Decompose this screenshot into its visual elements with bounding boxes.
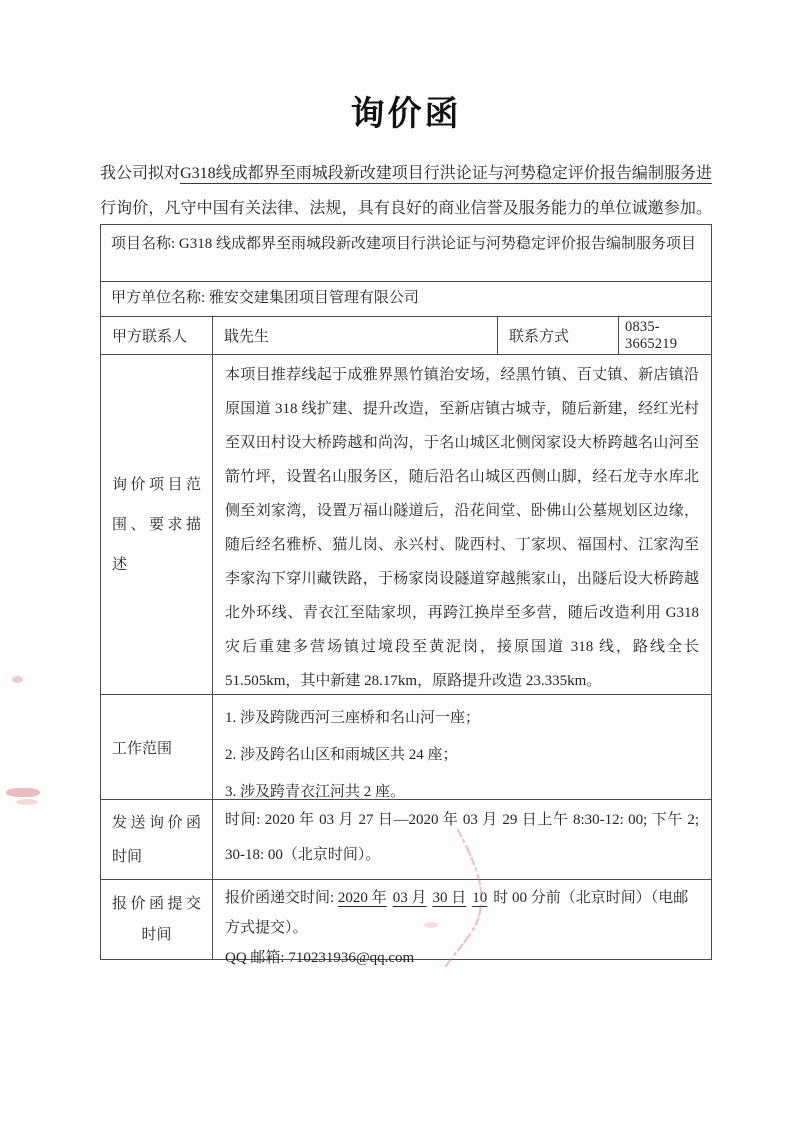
row-submit-time bbox=[101, 879, 711, 966]
work-scope-item: 3. 涉及跨青衣江河共 2 座。 bbox=[225, 784, 406, 800]
party-a-cell: 甲方单位名称: 雅安交建集团项目管理有限公司 bbox=[111, 290, 419, 306]
red-speck-artifact bbox=[12, 676, 23, 683]
submit-time-label-line1: 报价函提交 bbox=[112, 895, 201, 912]
row-send-time bbox=[101, 799, 711, 879]
red-speck-artifact bbox=[6, 788, 40, 797]
scope-label-cell bbox=[101, 355, 213, 694]
submit-year-underlined: 2020 年 bbox=[337, 890, 387, 906]
scope-label-line2: 围、要求描述 bbox=[112, 516, 201, 573]
intro-underlined-project-name: G318线成都界至雨城段新改建项目行洪论证与河势稳定评价报告编制服务进 bbox=[180, 165, 712, 182]
inquiry-table bbox=[100, 224, 712, 966]
submit-hour-underlined: 10 bbox=[472, 890, 488, 906]
row-contact bbox=[101, 316, 711, 354]
contact-label-cell: 甲方联系人 bbox=[101, 317, 213, 354]
work-scope-label-cell bbox=[101, 695, 213, 799]
work-scope-item: 2. 涉及跨名山区和雨城区共 24 座； bbox=[225, 747, 458, 763]
contact-method-label-cell: 联系方式 bbox=[498, 317, 619, 354]
project-name-cell: 项目名称: G318 线成都界至雨城段新改建项目行洪论证与河势稳定评价报告编制服务项目 bbox=[111, 236, 697, 252]
submit-time-text bbox=[225, 883, 699, 943]
send-time-label-cell bbox=[101, 800, 213, 879]
submit-time-content bbox=[213, 880, 711, 966]
row-project-name bbox=[101, 225, 711, 281]
intro-line-2: 行询价，凡守中国有关法律、法规，具有良好的商业信誉及服务能力的单位诚邀参加。 bbox=[100, 200, 712, 217]
contact-phone-cell: 0835-3665219 bbox=[625, 318, 678, 352]
page-title: 询价函 bbox=[350, 96, 462, 133]
submit-time-tail: 时 00 分前（北京时间）（电邮方式提交）。 bbox=[225, 890, 689, 936]
intro-paragraph bbox=[100, 156, 712, 226]
submit-day-underlined: 30 日 bbox=[432, 890, 467, 906]
scope-label-line1: 询价项目范 bbox=[112, 476, 201, 493]
intro-line-1 bbox=[100, 156, 712, 191]
red-speck-artifact bbox=[16, 799, 38, 805]
qq-email-line: QQ 邮箱: 710231936@qq.com bbox=[225, 950, 415, 966]
work-scope-item: 1. 涉及跨陇西河三座桥和名山河一座； bbox=[225, 710, 481, 726]
scope-description-text: 本项目推荐线起于成雅界黑竹镇治安场，经黑竹镇、百丈镇、新店镇沿原国道 318 线扩建、提升改造，至新店镇古城寺，随后新建，经红光村至双田村设大桥跨越和尚沟，于名山城区北侧闵家设大桥跨越名山河至箭竹坪，设置名山服务区，随后沿名山城区西侧山脚，经石龙寺水库北侧至刘家湾，设置万福山隧道后，沿花间堂、卧佛山公墓规划区边缘，随后经名雅桥、猫儿岗、永兴村、陇西村、丁家坝、福国村、江家沟至李家沟下穿川藏铁路，于杨家岗设隧道穿越熊家山，出隧后设大桥跨越北外环线、青衣江至陆家坝，再跨江换岸至多营，随后改造利用 G318 灾后重建多营场镇过境段至黄泥岗，接原国道 318 线，路线全长 51.505km，其中新建 28.17km，原路提升改造 23.335km。 bbox=[225, 367, 699, 689]
submit-time-label-cell bbox=[101, 880, 213, 959]
contact-name-cell: 戢先生 bbox=[213, 317, 498, 354]
submit-month-underlined: 03 月 bbox=[392, 890, 427, 906]
send-time-label-line2: 时间 bbox=[112, 848, 143, 865]
row-scope-description bbox=[101, 354, 711, 694]
intro-prefix: 我公司拟对 bbox=[100, 165, 181, 182]
row-work-scope bbox=[101, 694, 711, 799]
send-time-text: 时间: 2020 年 03 月 27 日—2020 年 03 月 29 日上午 8:30-12: 00; 下午 2; 30-18: 00（北京时间）。 bbox=[225, 812, 699, 863]
work-scope-label: 工作范围 bbox=[112, 740, 173, 757]
work-scope-list bbox=[213, 695, 711, 799]
submit-time-prefix: 报价函递交时间: bbox=[225, 890, 338, 906]
send-time-label-line1: 发送询价函 bbox=[112, 814, 201, 831]
submit-time-label-line2: 时间 bbox=[141, 926, 172, 943]
row-party-a bbox=[101, 281, 711, 316]
